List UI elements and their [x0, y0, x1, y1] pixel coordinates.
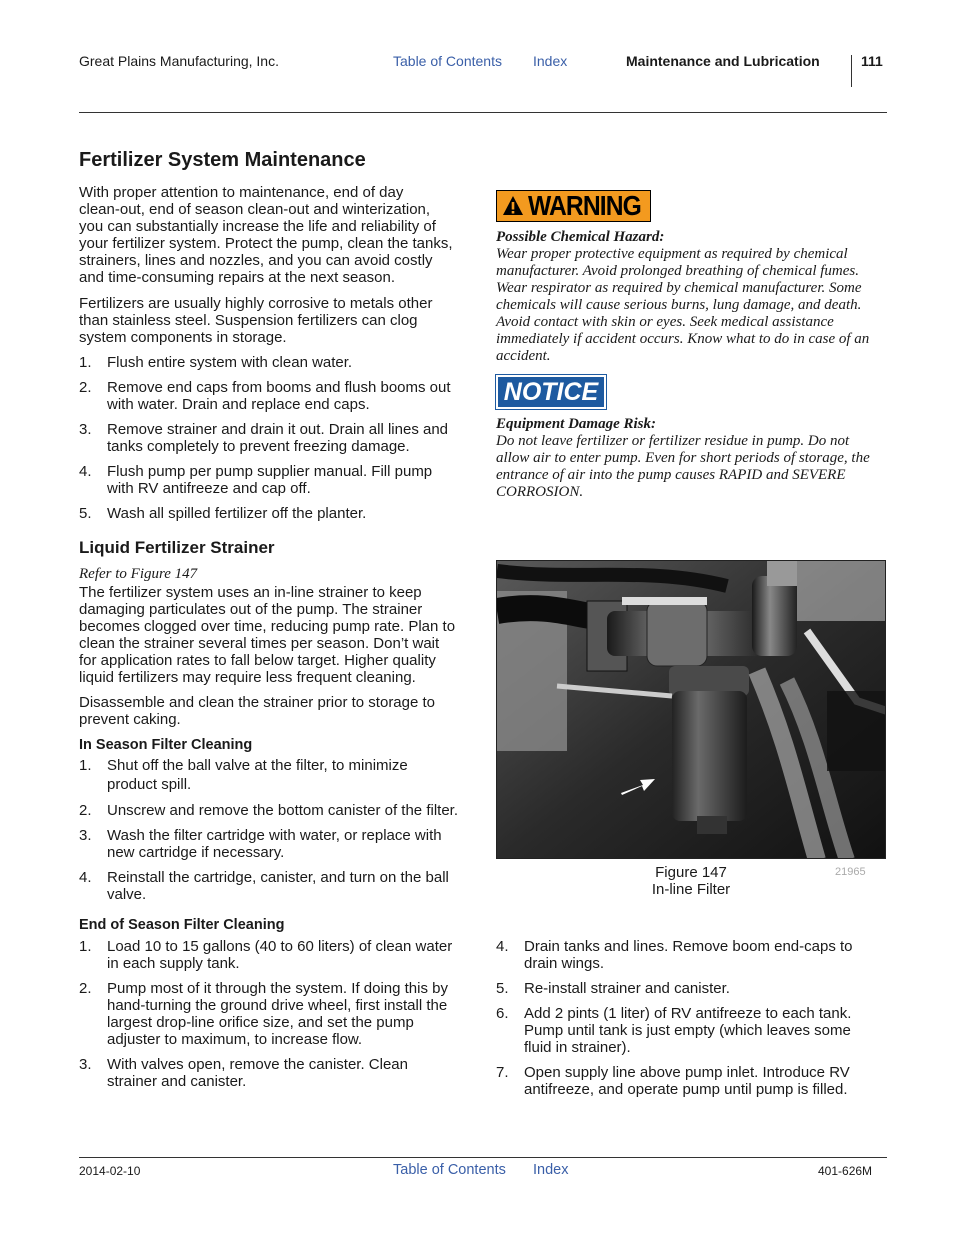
header-divider [851, 55, 852, 87]
footer-date: 2014-02-10 [79, 1164, 141, 1178]
text-line: with RV antifreeze and cap off. [107, 480, 311, 497]
text-line: immediately if accident occurs. Know what to do in case of an [496, 331, 870, 347]
text-line: your fertilizer system. Protect the pump, clean the tanks, [79, 235, 453, 252]
text-line: entrance of air into the pump causes RAPID and SEVERE [496, 467, 846, 483]
text-line: With valves open, remove the canister. Clean [107, 1056, 408, 1073]
figure-number: Figure 147 [655, 864, 727, 881]
text-line: Wash all spilled fertilizer off the planter. [107, 505, 367, 522]
text-line: Reinstall the cartridge, canister, and turn on the ball [107, 869, 449, 886]
text-line: and time-consuming repairs at the next season. [79, 269, 396, 286]
intro-paragraph [79, 184, 479, 286]
index-link[interactable]: Index [533, 53, 568, 69]
list-number: 4. [496, 938, 509, 955]
text-line: Remove strainer and drain it out. Drain all lines and [107, 421, 449, 438]
list-number: 1. [79, 938, 92, 955]
text-line: chemicals will cause serious burns, lung damage, and death. [496, 297, 862, 313]
text-line: Load 10 to 15 gallons (40 to 60 liters) of clean water [107, 938, 453, 955]
figure-title: In-line Filter [651, 881, 731, 898]
text-line: Avoid contact with skin or eyes. Seek medical assistance [496, 314, 834, 330]
warning-label: WARNING [528, 190, 641, 221]
text-line: in each supply tank. [107, 955, 240, 972]
text-line: clean the strainer several times per season. Don’t wait [79, 635, 440, 652]
text-line: Unscrew and remove the bottom canister of the filter. [107, 802, 458, 819]
page-number: 111 [861, 53, 883, 69]
list-number: 3. [79, 421, 92, 438]
list-number: 7. [496, 1064, 509, 1081]
text-line: strainers, lines and nozzles, and you can avoid costly [79, 252, 433, 269]
text-line: The fertilizer system uses an in-line strainer to keep [79, 584, 422, 601]
text-line: tanks completely to prevent freezing damage. [107, 438, 410, 455]
warning-badge [496, 190, 651, 222]
text-line: With proper attention to maintenance, end of day [79, 184, 404, 201]
list-number: 3. [79, 827, 92, 844]
text-line: system components in storage. [79, 329, 287, 346]
text-line: you can substantially increase the life and reliability of [79, 218, 436, 235]
text-line: antifreeze, and operate pump until pump is filled. [524, 1081, 848, 1098]
strainer-paragraph [79, 584, 479, 686]
text-line: valve. [107, 886, 147, 903]
section-title: Maintenance and Lubrication [626, 53, 820, 69]
corrosion-paragraph [79, 295, 479, 346]
list-number: 3. [79, 1056, 92, 1073]
text-line: damaging particulates out of the pump. The strainer [79, 601, 423, 618]
disassemble-paragraph [79, 694, 479, 728]
text-line: becomes clogged over time, reducing pump rate. Plan to [79, 618, 456, 635]
figure-caption [496, 864, 886, 898]
figure-reference: Refer to Figure 147 [79, 566, 198, 582]
text-line: new cartridge if necessary. [107, 844, 285, 861]
text-line: Wear proper protective equipment as required by chemical [496, 246, 848, 262]
text-line: Open supply line above pump inlet. Introduce RV [524, 1064, 850, 1081]
list-number: 2. [79, 980, 92, 997]
warning-text [496, 246, 896, 365]
in-season-heading: In Season Filter Cleaning [79, 737, 253, 753]
text-line: drain wings. [524, 955, 605, 972]
text-line: Do not leave fertilizer or fertilizer residue in pump. Do not [496, 433, 850, 449]
text-line: than stainless steel. Suspension fertilizers can clog [79, 312, 418, 329]
list-number: 2. [79, 802, 92, 819]
footer-index-link[interactable]: Index [533, 1162, 569, 1178]
header-rule [79, 112, 887, 113]
text-line: Disassemble and clean the strainer prior to storage to [79, 694, 436, 711]
text-line: allow air to enter pump. Even for short periods of storage, the [496, 450, 870, 466]
notice-label: NOTICE [503, 377, 599, 406]
list-number: 1. [79, 354, 92, 371]
text-line: CORROSION. [496, 484, 584, 500]
end-season-heading: End of Season Filter Cleaning [79, 917, 285, 933]
list-number: 5. [79, 505, 92, 522]
text-line: Shut off the ball valve at the filter, to minimize [107, 757, 408, 774]
warning-triangle-icon [502, 195, 524, 217]
text-line: accident. [496, 348, 551, 364]
text-line: product spill. [107, 776, 192, 793]
text-line: Add 2 pints (1 liter) of RV antifreeze to each tank. [524, 1005, 852, 1022]
filter-illustration [497, 561, 886, 859]
text-line: Flush entire system with clean water. [107, 354, 353, 371]
notice-badge [496, 375, 606, 409]
document-number: 401-626M [818, 1164, 873, 1178]
text-line: fluid in strainer). [524, 1039, 631, 1056]
text-line: Fertilizers are usually highly corrosive to metals other [79, 295, 433, 312]
text-line: Pump most of it through the system. If doing this by [107, 980, 448, 997]
text-line: liquid fertilizers may require less frequent cleaning. [79, 669, 416, 686]
text-line: for application rates to fall below target. Higher quality [79, 652, 436, 669]
text-line: Drain tanks and lines. Remove boom end-caps to [524, 938, 853, 955]
list-number: 4. [79, 869, 92, 886]
page-title: Fertilizer System Maintenance [79, 149, 366, 171]
warning-title: Possible Chemical Hazard: [496, 229, 665, 245]
text-line: manufacturer. Avoid prolonged breathing of chemical fumes. [496, 263, 860, 279]
list-number: 5. [496, 980, 509, 997]
table-of-contents-link[interactable]: Table of Contents [393, 53, 502, 69]
text-line: Pump until tank is just empty (which leaves some [524, 1022, 851, 1039]
list-number: 6. [496, 1005, 509, 1022]
notice-title: Equipment Damage Risk: [496, 416, 657, 432]
text-line: prevent caking. [79, 711, 181, 728]
list-number: 1. [79, 757, 92, 774]
text-line: Re-install strainer and canister. [524, 980, 730, 997]
text-line: Wash the filter cartridge with water, or replace with [107, 827, 442, 844]
text-line: Wear respirator as required by chemical manufacturer. Some [496, 280, 862, 296]
text-line: strainer and canister. [107, 1073, 247, 1090]
figure-id: 21965 [835, 866, 866, 878]
list-number: 4. [79, 463, 92, 480]
company-name: Great Plains Manufacturing, Inc. [79, 53, 279, 69]
in-line-filter-photo [496, 560, 886, 859]
footer-rule [79, 1157, 887, 1158]
text-line: largest drop-line orifice size, and set the pump [107, 1014, 414, 1031]
text-line: Remove end caps from booms and flush booms out [107, 379, 451, 396]
text-line: adjuster to maximum, to increase flow. [107, 1031, 363, 1048]
text-line: clean-out, end of season clean-out and winterization, [79, 201, 431, 218]
text-line: with water. Drain and replace end caps. [107, 396, 370, 413]
text-line: hand-turning the ground drive wheel, first install the [107, 997, 448, 1014]
list-number: 2. [79, 379, 92, 396]
notice-text [496, 433, 896, 501]
text-line: Flush pump per pump supplier manual. Fill pump [107, 463, 433, 480]
strainer-heading: Liquid Fertilizer Strainer [79, 538, 275, 557]
footer-table-of-contents-link[interactable]: Table of Contents [393, 1162, 506, 1178]
